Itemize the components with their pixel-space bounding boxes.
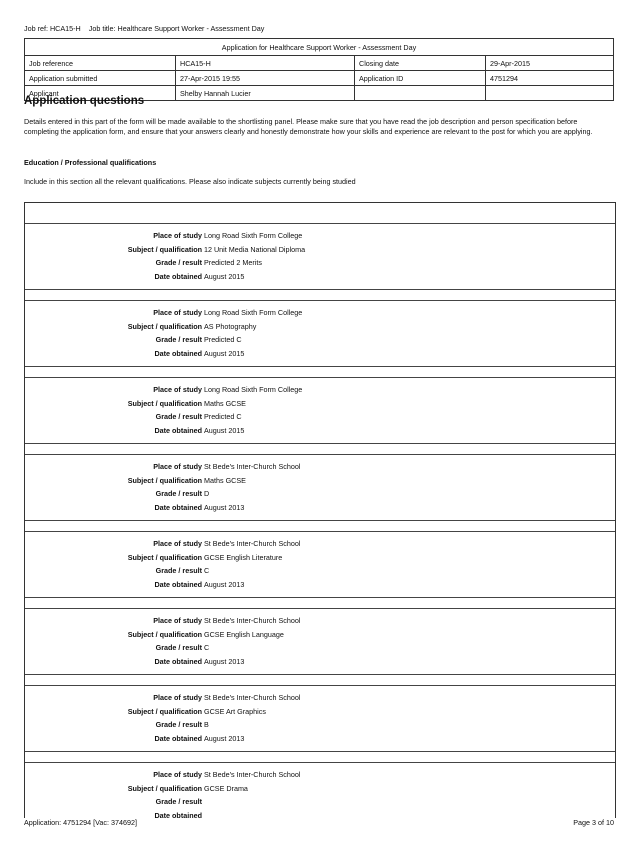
qualifications-list: [24, 202, 616, 818]
qualification-row: [25, 503, 615, 517]
qualification-grade-label: Grade / result: [155, 720, 202, 729]
qualification-subject-value: 12 Unit Media National Diploma: [204, 244, 306, 254]
qualification-row: [25, 811, 615, 819]
qualification-subject-value: GCSE English Language: [204, 629, 284, 639]
summary-label: [355, 86, 486, 101]
entry-divider: [25, 520, 615, 521]
qualification-row: [25, 412, 615, 426]
entry-divider: [25, 443, 615, 444]
qualification-subject-value: GCSE Drama: [204, 783, 248, 793]
qualification-place-label: Place of study: [153, 385, 202, 394]
qualification-date-label: Date obtained: [154, 348, 202, 358]
qualification-date-label: Date obtained: [154, 656, 202, 666]
section-intro: Details entered in this part of the form will be made available to the shortlisting panel. Please make sure that you have read the job description and person specification before completing the application form, and ensure that your answers clearly and honestly demonstrate how your skills and experience are relevant to the post for which you are applying.: [24, 117, 593, 137]
qualification-row: [25, 720, 615, 734]
footer-page-number: Page 3 of 10: [573, 818, 614, 827]
qualification-place-label: Place of study: [153, 231, 202, 240]
qualification-row: [25, 335, 615, 349]
qualification-grade-value: Predicted C: [204, 412, 242, 421]
qualification-subject-label: Subject / qualification: [127, 552, 202, 562]
qualification-subject-label: Subject / qualification: [127, 475, 202, 485]
qualification-grade-label: Grade / result: [155, 258, 202, 267]
qualification-row: [25, 797, 615, 811]
section-title: Application questions: [24, 95, 145, 107]
qualification-grade-value: Predicted 2 Merits: [204, 258, 262, 267]
summary-label: Application submitted: [25, 71, 176, 86]
qualification-date-value: August 2013: [204, 733, 245, 743]
qualification-row: [25, 322, 615, 336]
qualification-row: [25, 231, 615, 245]
summary-value: Shelby Hannah Lucier: [176, 86, 355, 101]
application-summary-table: [24, 38, 614, 101]
qualification-date-value: August 2013: [204, 656, 245, 666]
qualification-date-label: Date obtained: [154, 502, 202, 512]
entry-divider: [25, 762, 615, 763]
qualification-date-value: August 2015: [204, 348, 245, 358]
summary-row: [25, 56, 614, 71]
qualification-subject-value: AS Photography: [204, 321, 257, 331]
summary-title: Application for Healthcare Support Worker - Assessment Day: [25, 39, 614, 56]
entry-divider: [25, 751, 615, 752]
qualification-row: [25, 734, 615, 748]
qualification-grade-label: Grade / result: [155, 566, 202, 575]
entry-divider: [25, 685, 615, 686]
qualification-date-value: August 2015: [204, 271, 245, 281]
summary-label: Application ID: [355, 71, 486, 86]
qualification-subject-value: Maths GCSE: [204, 398, 246, 408]
qualification-row: [25, 462, 615, 476]
qualification-subject-label: Subject / qualification: [127, 244, 202, 254]
qualification-row: [25, 580, 615, 594]
qualification-row: [25, 385, 615, 399]
entry-divider: [25, 608, 615, 609]
qualification-date-label: Date obtained: [154, 579, 202, 589]
qualification-date-value: August 2013: [204, 579, 245, 589]
qualification-grade-label: Grade / result: [155, 412, 202, 421]
qualification-place-label: Place of study: [153, 308, 202, 317]
entry-divider: [25, 377, 615, 378]
summary-value: [486, 86, 614, 101]
qualification-subject-value: GCSE English Literature: [204, 552, 283, 562]
qualification-grade-value: D: [204, 489, 210, 498]
footer-application-id: Application: 4751294 [Vac: 374692]: [24, 818, 137, 827]
qualification-subject-label: Subject / qualification: [127, 629, 202, 639]
qualification-date-label: Date obtained: [154, 425, 202, 435]
section-note: Include in this section all the relevant qualifications. Please also indicate subjects currently being studied: [24, 177, 356, 186]
job-title: Job title: Healthcare Support Worker - Assessment Day: [88, 24, 265, 33]
entry-divider: [25, 289, 615, 290]
summary-label: Applicant: [25, 86, 176, 101]
section-subheading: Education / Professional qualifications: [24, 158, 157, 167]
entry-divider: [25, 597, 615, 598]
qualification-row: [25, 630, 615, 644]
qualification-place-value: St Bede's Inter-Church School: [204, 693, 301, 702]
entry-divider: [25, 531, 615, 532]
qualification-row: [25, 553, 615, 567]
qualification-place-label: Place of study: [153, 539, 202, 548]
qualification-grade-value: C: [204, 643, 210, 652]
qualification-date-label: Date obtained: [154, 271, 202, 281]
qualification-subject-label: Subject / qualification: [127, 783, 202, 793]
qualification-grade-value: B: [204, 720, 209, 729]
entry-divider: [25, 674, 615, 675]
qualification-place-label: Place of study: [153, 770, 202, 779]
qualification-place-value: Long Road Sixth Form College: [204, 231, 303, 240]
qualification-place-value: St Bede's Inter-Church School: [204, 616, 301, 625]
qualification-row: [25, 272, 615, 286]
qualification-row: [25, 476, 615, 490]
qualification-place-label: Place of study: [153, 693, 202, 702]
qualification-row: [25, 693, 615, 707]
qualification-place-value: St Bede's Inter-Church School: [204, 770, 301, 779]
qualification-grade-value: Predicted C: [204, 335, 242, 344]
qualification-row: [25, 489, 615, 503]
qualification-subject-label: Subject / qualification: [127, 398, 202, 408]
summary-value: 27-Apr-2015 19:55: [176, 71, 355, 86]
summary-value: 4751294: [486, 71, 614, 86]
qualification-place-label: Place of study: [153, 616, 202, 625]
qualification-row: [25, 643, 615, 657]
qualification-subject-label: Subject / qualification: [127, 706, 202, 716]
qualification-subject-value: GCSE Art Graphics: [204, 706, 266, 716]
summary-value: HCA15-H: [176, 56, 355, 71]
qualification-grade-label: Grade / result: [155, 335, 202, 344]
entry-divider: [25, 454, 615, 455]
entry-divider: [25, 366, 615, 367]
qualification-row: [25, 657, 615, 671]
summary-label: Job reference: [25, 56, 176, 71]
qualification-subject-value: Maths GCSE: [204, 475, 246, 485]
qualification-row: [25, 349, 615, 363]
entry-divider: [25, 223, 615, 224]
qualification-grade-label: Grade / result: [155, 489, 202, 498]
qualification-date-label: Date obtained: [154, 733, 202, 743]
qualification-row: [25, 566, 615, 580]
qualification-date-label: Date obtained: [154, 810, 202, 818]
summary-value: 29-Apr-2015: [486, 56, 614, 71]
qualification-grade-label: Grade / result: [155, 643, 202, 652]
qualification-date-value: August 2015: [204, 425, 245, 435]
qualification-row: [25, 245, 615, 259]
qualification-row: [25, 539, 615, 553]
qualification-place-value: St Bede's Inter-Church School: [204, 539, 301, 548]
qualification-grade-label: Grade / result: [155, 797, 202, 806]
page-header: [24, 24, 270, 33]
qualification-subject-label: Subject / qualification: [127, 321, 202, 331]
qualification-row: [25, 426, 615, 440]
qualification-row: [25, 707, 615, 721]
summary-row: [25, 71, 614, 86]
qualification-row: [25, 258, 615, 272]
qualification-row: [25, 308, 615, 322]
qualification-place-label: Place of study: [153, 462, 202, 471]
qualification-place-value: St Bede's Inter-Church School: [204, 462, 301, 471]
qualification-grade-value: C: [204, 566, 210, 575]
qualification-row: [25, 784, 615, 798]
qualification-place-value: Long Road Sixth Form College: [204, 385, 303, 394]
summary-label: Closing date: [355, 56, 486, 71]
qualification-row: [25, 770, 615, 784]
qualification-row: [25, 616, 615, 630]
qualification-row: [25, 399, 615, 413]
entry-divider: [25, 300, 615, 301]
job-ref: Job ref: HCA15-H: [24, 24, 81, 33]
qualification-date-value: August 2013: [204, 502, 245, 512]
qualification-place-value: Long Road Sixth Form College: [204, 308, 303, 317]
